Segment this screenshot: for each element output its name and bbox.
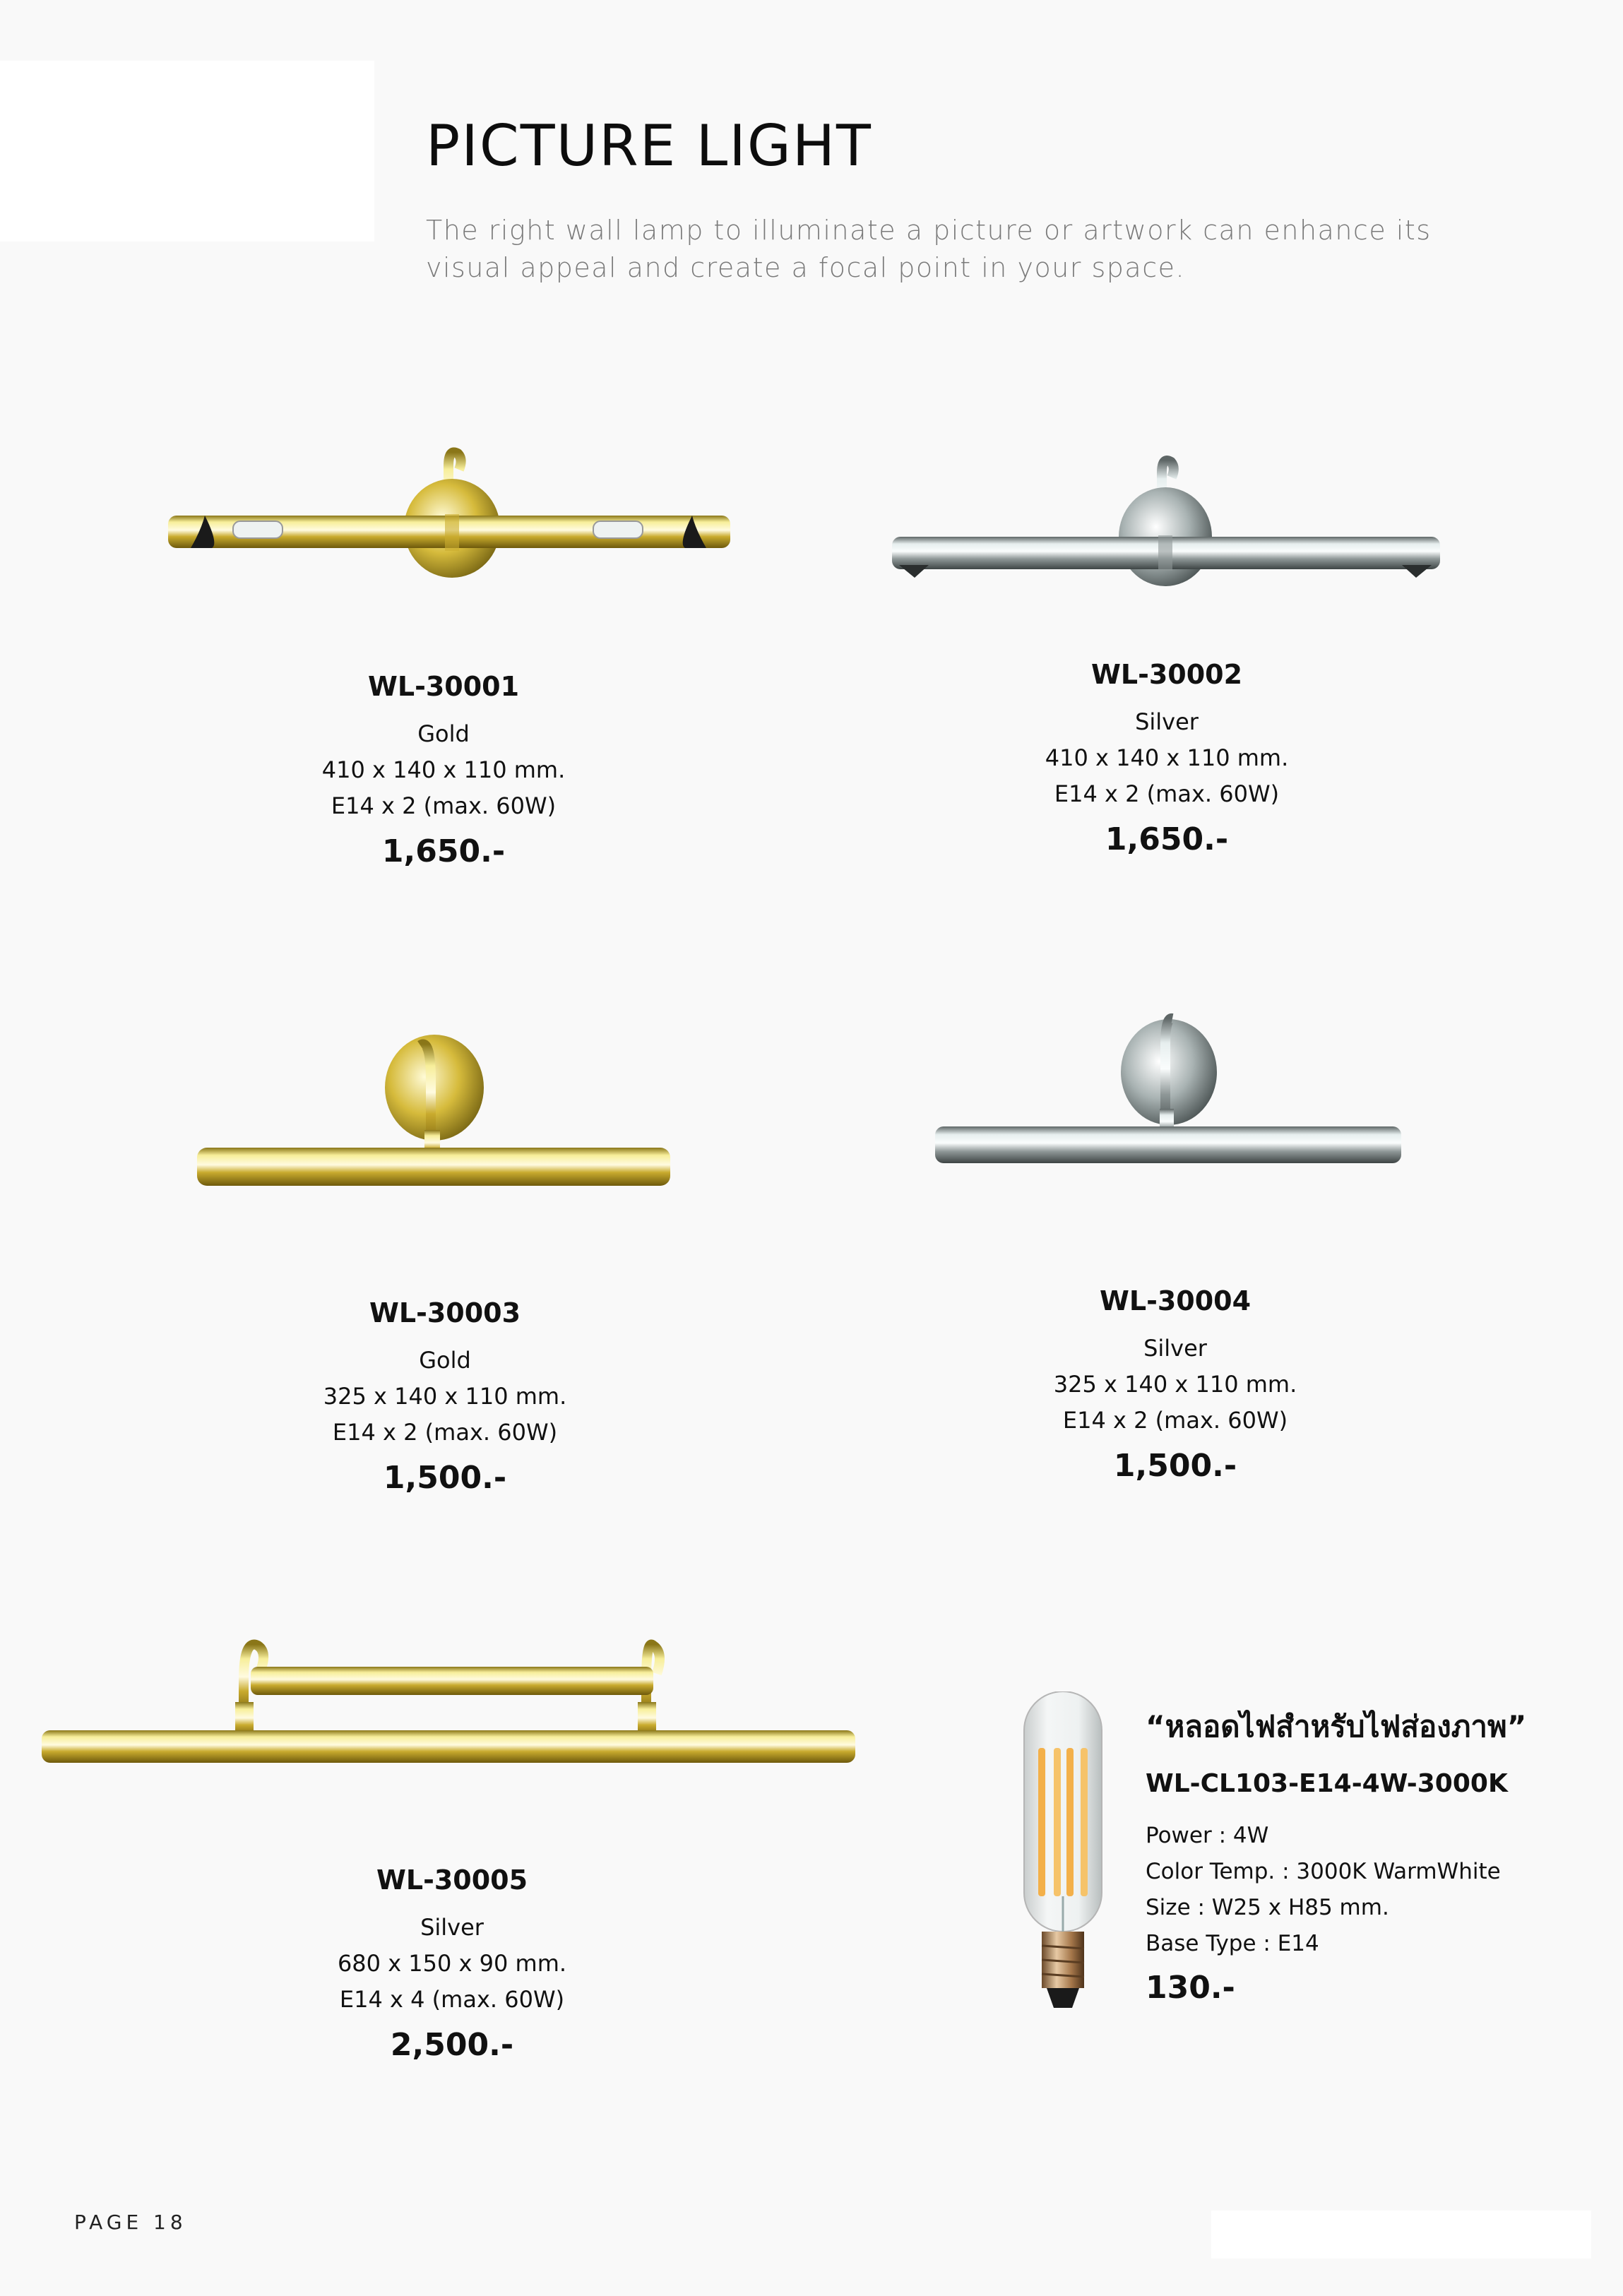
- product-wl-30003: [219, 1297, 671, 1527]
- product-price: 1,500.-: [1113, 1448, 1237, 1484]
- page-description: The right wall lamp to illuminate a picture or artwork can enhance its visual appeal and create a focal point in your space.: [426, 215, 1432, 283]
- product-size: 325 x 140 x 110 mm.: [1053, 1371, 1297, 1398]
- product-price: 1,500.-: [383, 1460, 507, 1496]
- bulb-price: 130.-: [1146, 1970, 1235, 2006]
- lamp-wl-30003-image: [194, 1031, 674, 1194]
- page-number: PAGE 18: [74, 2211, 187, 2234]
- product-size: 325 x 140 x 110 mm.: [323, 1383, 567, 1410]
- product-size: 410 x 140 x 110 mm.: [321, 756, 566, 783]
- product-price: 2,500.-: [390, 2027, 514, 2063]
- product-code: WL-30001: [367, 671, 520, 702]
- product-code: WL-30005: [376, 1864, 528, 1896]
- header-white-block: [0, 61, 374, 242]
- product-price: 1,650.-: [1105, 821, 1229, 857]
- product-bulb: E14 x 2 (max. 60W): [331, 792, 557, 819]
- product-size: 680 x 150 x 90 mm.: [337, 1950, 567, 1977]
- bulb-size: Size : W25 x H85 mm.: [1146, 1895, 1389, 1920]
- lamp-wl-30002-image: [886, 452, 1444, 586]
- bulb-product: [1146, 1709, 1569, 2037]
- bulb-power: Power : 4W: [1146, 1823, 1269, 1848]
- product-size: 410 x 140 x 110 mm.: [1045, 744, 1289, 771]
- product-code: WL-30003: [369, 1297, 521, 1328]
- product-bulb: E14 x 2 (max. 60W): [1054, 780, 1280, 807]
- product-color: Silver: [1143, 1335, 1207, 1362]
- product-code: WL-30004: [1099, 1285, 1252, 1316]
- product-bulb: E14 x 4 (max. 60W): [339, 1986, 565, 2013]
- product-color: Silver: [420, 1914, 484, 1941]
- product-wl-30001: [218, 671, 670, 900]
- bulb-title: “หลอดไฟสำหรับไฟส่องภาพ”: [1146, 1709, 1527, 1744]
- page-title: PICTURE LIGHT: [426, 113, 872, 179]
- lamp-wl-30001-image: [162, 445, 735, 579]
- bulb-base-type: Base Type : E14: [1146, 1931, 1319, 1956]
- product-bulb: E14 x 2 (max. 60W): [332, 1419, 558, 1446]
- bulb-image: [1017, 1691, 1109, 2016]
- product-color: Silver: [1135, 708, 1199, 735]
- product-wl-30004: [949, 1285, 1401, 1515]
- product-wl-30002: [941, 659, 1393, 888]
- product-color: Gold: [417, 720, 470, 747]
- bulb-code: WL-CL103-E14-4W-3000K: [1146, 1769, 1508, 1798]
- lamp-wl-30005-image: [39, 1624, 858, 1780]
- product-price: 1,650.-: [381, 833, 506, 869]
- lamp-wl-30004-image: [932, 1010, 1405, 1172]
- footer-white-block: [1211, 2211, 1591, 2259]
- product-code: WL-30002: [1090, 659, 1243, 690]
- product-color: Gold: [419, 1347, 471, 1374]
- product-wl-30005: [226, 1864, 678, 2094]
- product-bulb: E14 x 2 (max. 60W): [1062, 1407, 1288, 1434]
- bulb-color-temp: Color Temp. : 3000K WarmWhite: [1146, 1859, 1501, 1884]
